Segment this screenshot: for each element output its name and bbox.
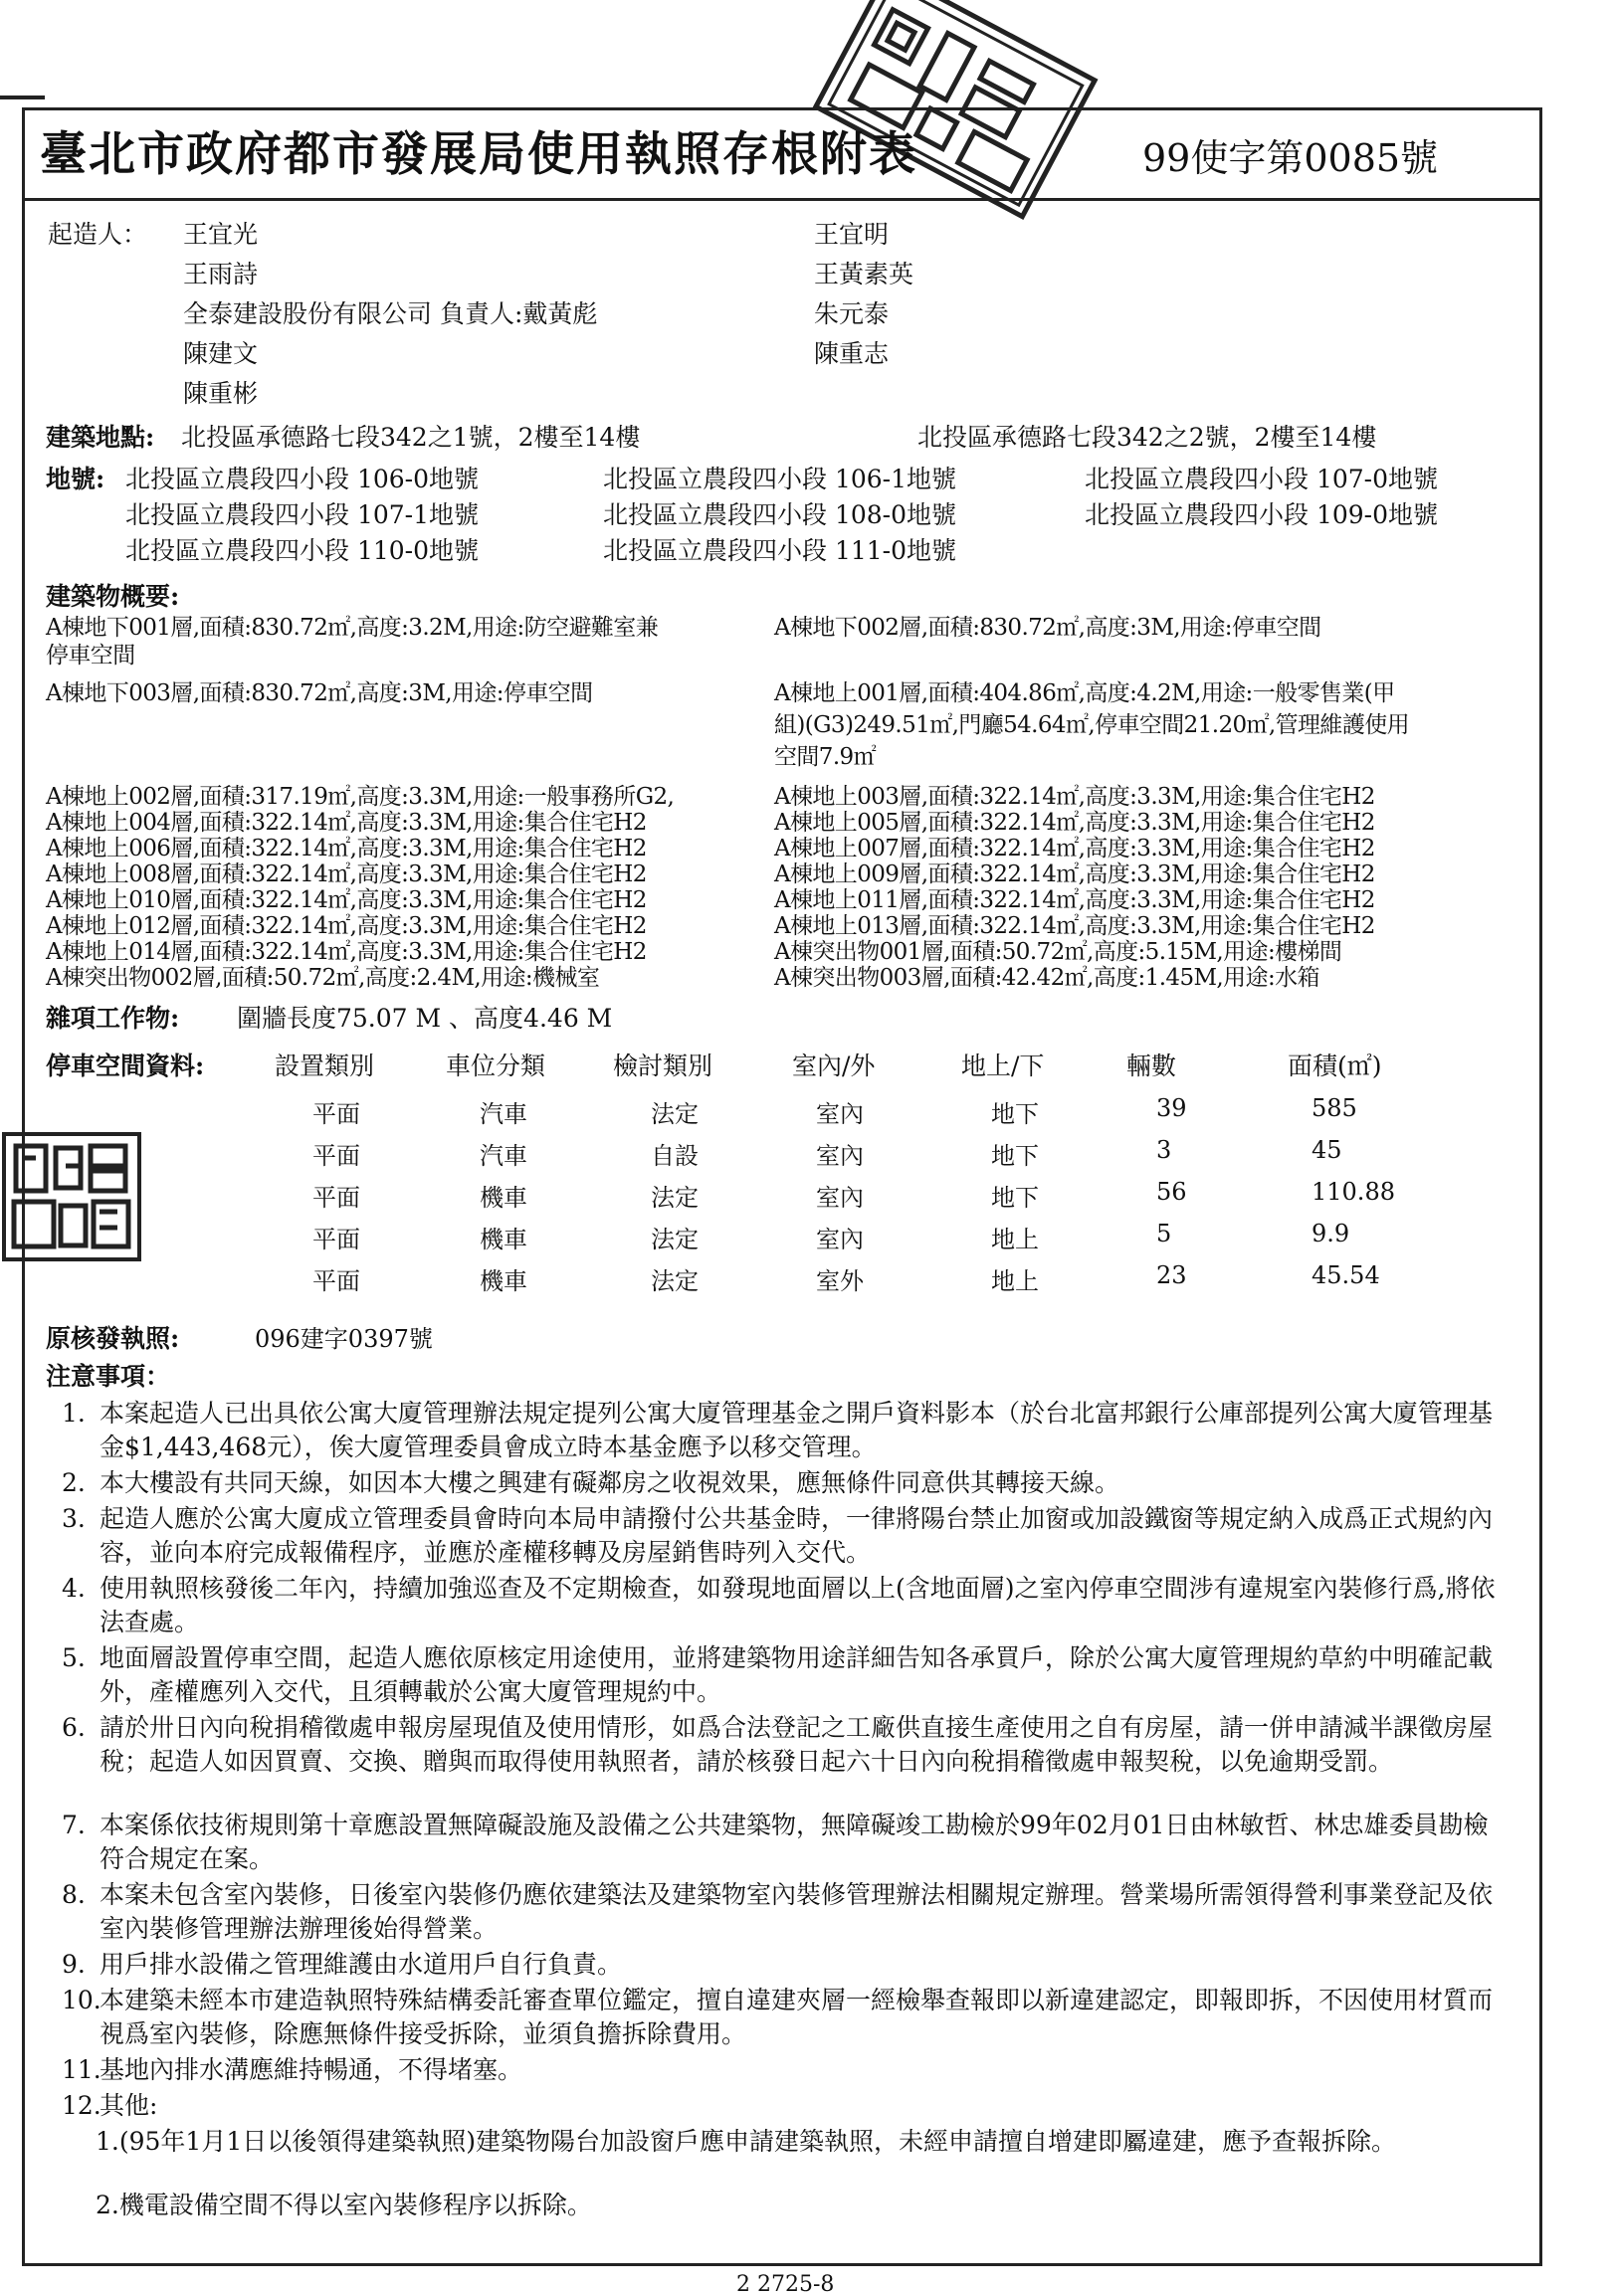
floor-row: A棟地上004層,面積:322.14㎡,高度:3.3M,用途:集合住宅H2 bbox=[46, 810, 647, 836]
floor-row: A棟突出物001層,面積:50.72㎡,高度:5.15M,用途:樓梯間 bbox=[774, 939, 1342, 965]
scan-mark bbox=[0, 96, 45, 99]
lot-number: 北投區立農段四小段 111-0地號 bbox=[603, 536, 957, 565]
parking-cell: 9.9 bbox=[1312, 1220, 1350, 1247]
note-number: 9. bbox=[62, 1950, 86, 1979]
parking-header: 地上/下 bbox=[961, 1052, 1045, 1080]
builder-name: 王宜明 bbox=[814, 220, 890, 249]
floor-row: A棟突出物003層,面積:42.42㎡,高度:1.45M,用途:水箱 bbox=[774, 965, 1319, 991]
builder-name: 朱元泰 bbox=[814, 299, 890, 328]
floor-row: A棟地下003層,面積:830.72㎡,高度:3M,用途:停車空間 bbox=[46, 680, 593, 706]
builder-name: 王宜光 bbox=[183, 220, 259, 249]
parking-label: 停車空間資料: bbox=[46, 1052, 205, 1080]
floor-row: A棟突出物002層,面積:50.72㎡,高度:2.4M,用途:機械室 bbox=[46, 965, 600, 991]
floor-row: A棟地上011層,面積:322.14㎡,高度:3.3M,用途:集合住宅H2 bbox=[774, 887, 1375, 913]
builder-name: 王黃素英 bbox=[814, 260, 914, 288]
floor-row: A棟地上012層,面積:322.14㎡,高度:3.3M,用途:集合住宅H2 bbox=[46, 913, 647, 939]
note-number: 11. bbox=[62, 2055, 101, 2084]
note-text: 使用執照核發後二年內，持續加強巡查及不定期檢查，如發現地面層以上(含地面層)之室內停車空間涉有違規室內裝修行爲,將依法查處。 bbox=[100, 1574, 1496, 1636]
lot-number: 北投區立農段四小段 106-1地號 bbox=[603, 465, 957, 493]
floor-row: A棟地上002層,面積:317.19㎡,高度:3.3M,用途:一般事務所G2, bbox=[46, 784, 675, 810]
parking-cell: 110.88 bbox=[1312, 1178, 1395, 1206]
seal-pattern-icon bbox=[6, 1136, 137, 1257]
site-address-1: 北投區承德路七段342之1號，2樓至14樓 bbox=[181, 423, 641, 452]
notes-label: 注意事項： bbox=[46, 1362, 171, 1391]
parking-cell: 3 bbox=[1156, 1136, 1172, 1164]
note-number: 8. bbox=[62, 1880, 86, 1909]
floor-row: A棟地下002層,面積:830.72㎡,高度:3M,用途:停車空間 bbox=[774, 615, 1321, 641]
original-permit-value: 096建字0397號 bbox=[255, 1325, 433, 1353]
note-number: 3. bbox=[62, 1504, 86, 1533]
parking-cell: 法定 bbox=[651, 1100, 699, 1128]
note-sub-item: 2.機電設備空間不得以室內裝修程序以拆除。 bbox=[96, 2191, 592, 2219]
note-number: 10. bbox=[62, 1986, 101, 2014]
parking-cell: 平面 bbox=[312, 1100, 360, 1128]
parking-cell: 地上 bbox=[991, 1226, 1039, 1253]
lot-number: 北投區立農段四小段 109-0地號 bbox=[1085, 500, 1439, 529]
builder-name: 陳重志 bbox=[814, 339, 890, 368]
parking-cell: 機車 bbox=[480, 1184, 527, 1212]
parking-cell: 室內 bbox=[816, 1226, 864, 1253]
lot-number: 北投區立農段四小段 110-0地號 bbox=[125, 536, 480, 565]
floor-row: A棟地上005層,面積:322.14㎡,高度:3.3M,用途:集合住宅H2 bbox=[774, 810, 1375, 836]
parking-cell: 585 bbox=[1312, 1094, 1357, 1122]
parking-cell: 機車 bbox=[480, 1267, 527, 1295]
note-number: 12. bbox=[62, 2091, 101, 2120]
site-label: 建築地點: bbox=[46, 423, 155, 452]
parking-cell: 地下 bbox=[991, 1184, 1039, 1212]
floor-row: 組)(G3)249.51㎡,門廳54.64㎡,停車空間21.20㎡,管理維護使用 bbox=[774, 712, 1410, 738]
floor-row: A棟地上008層,面積:322.14㎡,高度:3.3M,用途:集合住宅H2 bbox=[46, 861, 647, 887]
site-address-2: 北投區承德路七段342之2號，2樓至14樓 bbox=[917, 423, 1377, 452]
note-number: 7. bbox=[62, 1811, 86, 1839]
floor-row: A棟地下001層,面積:830.72㎡,高度:3.2M,用途:防空避難室兼 bbox=[46, 615, 659, 641]
note-text: 本案起造人已出具依公寓大廈管理辦法規定提列公寓大廈管理基金之開戶資料影本（於台北富邦銀行公庫部提列公寓大廈管理基金$1,443,468元），俟大廈管理委員會成立時本基金應予以移交管理。 bbox=[100, 1399, 1494, 1461]
parking-cell: 平面 bbox=[312, 1226, 360, 1253]
parking-cell: 汽車 bbox=[480, 1100, 527, 1128]
misc-value: 圍牆長度75.07 M 、高度4.46 M bbox=[237, 1004, 613, 1033]
note-text: 本案係依技術規則第十章應設置無障礙設施及設備之公共建築物，無障礙竣工勘檢於99年02月01日由林敏哲、林忠雄委員勘檢符合規定在案。 bbox=[100, 1811, 1489, 1873]
note-text: 用戶排水設備之管理維護由水道用戶自行負責。 bbox=[100, 1950, 623, 1979]
parking-cell: 地下 bbox=[991, 1100, 1039, 1128]
builder-name: 陳重彬 bbox=[183, 379, 259, 408]
builders-label: 起造人： bbox=[48, 220, 148, 249]
note-text: 本案未包含室內裝修，日後室內裝修仍應依建築法及建築物室內裝修管理辦法相關規定辦理。營業場所需領得營利事業登記及依室內裝修管理辦法辦理後始得營業。 bbox=[100, 1880, 1494, 1943]
parking-header: 面積(㎡) bbox=[1288, 1052, 1382, 1080]
floor-row: A棟地上013層,面積:322.14㎡,高度:3.3M,用途:集合住宅H2 bbox=[774, 913, 1375, 939]
note-text: 其他: bbox=[100, 2091, 158, 2120]
permit-number: 99使字第0085號 bbox=[1142, 136, 1439, 180]
floor-row: A棟地上009層,面積:322.14㎡,高度:3.3M,用途:集合住宅H2 bbox=[774, 861, 1375, 887]
lots-label: 地號: bbox=[46, 465, 105, 493]
note-number: 1. bbox=[62, 1399, 86, 1428]
parking-header: 室內/外 bbox=[792, 1052, 876, 1080]
note-text: 基地內排水溝應維持暢通，不得堵塞。 bbox=[100, 2055, 523, 2084]
side-seal-stamp bbox=[2, 1132, 141, 1261]
overview-label: 建築物概要: bbox=[46, 582, 180, 611]
parking-header: 車位分類 bbox=[446, 1052, 546, 1080]
note-number: 2. bbox=[62, 1468, 86, 1497]
lot-number: 北投區立農段四小段 106-0地號 bbox=[125, 465, 480, 493]
floor-row: A棟地上007層,面積:322.14㎡,高度:3.3M,用途:集合住宅H2 bbox=[774, 836, 1375, 861]
note-sub-item: 1.(95年1月1日以後領得建築執照)建築物陽台加設窗戶應申請建築執照，未經申請擅自增建即屬違建，應予查報拆除。 bbox=[96, 2127, 1396, 2156]
parking-cell: 56 bbox=[1156, 1178, 1187, 1206]
lot-number: 北投區立農段四小段 108-0地號 bbox=[603, 500, 957, 529]
note-text: 本大樓設有共同天線，如因本大樓之興建有礙鄰房之收視效果，應無條件同意供其轉接天線。 bbox=[100, 1468, 1120, 1497]
lot-number: 北投區立農段四小段 107-1地號 bbox=[125, 500, 480, 529]
footer-mark: 2 2725-8 bbox=[736, 2272, 835, 2296]
parking-cell: 室內 bbox=[816, 1142, 864, 1170]
builder-name: 王雨詩 bbox=[183, 260, 259, 288]
builder-name: 陳建文 bbox=[183, 339, 259, 368]
lot-number: 北投區立農段四小段 107-0地號 bbox=[1085, 465, 1439, 493]
note-number: 5. bbox=[62, 1643, 86, 1672]
misc-label: 雜項工作物: bbox=[46, 1004, 180, 1033]
parking-cell: 自設 bbox=[651, 1142, 699, 1170]
note-number: 6. bbox=[62, 1713, 86, 1742]
note-text: 本建築未經本市建造執照特殊結構委託審查單位鑑定，擅自違建夾層一經檢舉查報即以新違建認定，即報即拆，不因使用材質而視爲室內裝修，除應無條件接受拆除，並須負擔拆除費用。 bbox=[100, 1986, 1494, 2048]
parking-cell: 室內 bbox=[816, 1100, 864, 1128]
parking-header: 設置類別 bbox=[275, 1052, 375, 1080]
parking-header: 檢討類別 bbox=[613, 1052, 713, 1080]
floor-row: 停車空間 bbox=[46, 643, 135, 669]
note-text: 起造人應於公寓大廈成立管理委員會時向本局申請撥付公共基金時，一律將陽台禁止加窗或加設鐵窗等規定納入成爲正式規約內容，並向本府完成報備程序，並應於產權移轉及房屋銷售時列入交代。 bbox=[100, 1504, 1494, 1567]
note-text: 請於卅日內向稅捐稽徵處申報房屋現值及使用情形，如爲合法登記之工廠供直接生產使用之自有房屋，請一併申請減半課徵房屋稅；起造人如因買賣、交換、贈與而取得使用執照者，請於核發日起六十日內向稅捐稽徵處申報契稅，以免逾期受罰。 bbox=[100, 1713, 1494, 1776]
parking-cell: 平面 bbox=[312, 1267, 360, 1295]
parking-cell: 室外 bbox=[816, 1267, 864, 1295]
parking-cell: 39 bbox=[1156, 1094, 1187, 1122]
parking-cell: 45.54 bbox=[1312, 1261, 1380, 1289]
page-title: 臺北市政府都市發展局使用執照存根附表 bbox=[40, 127, 917, 182]
floor-row: A棟地上001層,面積:404.86㎡,高度:4.2M,用途:一般零售業(甲 bbox=[774, 680, 1395, 706]
floor-row: A棟地上003層,面積:322.14㎡,高度:3.3M,用途:集合住宅H2 bbox=[774, 784, 1375, 810]
parking-cell: 法定 bbox=[651, 1267, 699, 1295]
parking-header: 輛數 bbox=[1126, 1052, 1177, 1080]
floor-row: A棟地上010層,面積:322.14㎡,高度:3.3M,用途:集合住宅H2 bbox=[46, 887, 647, 913]
note-text: 地面層設置停車空間，起造人應依原核定用途使用，並將建築物用途詳細告知各承買戶，除於公寓大廈管理規約草約中明確記載外，產權應列入交代，且須轉載於公寓大廈管理規約中。 bbox=[100, 1643, 1494, 1706]
parking-cell: 機車 bbox=[480, 1226, 527, 1253]
parking-cell: 5 bbox=[1156, 1220, 1172, 1247]
original-permit-label: 原核發執照: bbox=[46, 1324, 180, 1353]
floor-row: A棟地上006層,面積:322.14㎡,高度:3.3M,用途:集合住宅H2 bbox=[46, 836, 647, 861]
parking-cell: 地上 bbox=[991, 1267, 1039, 1295]
floor-row: A棟地上014層,面積:322.14㎡,高度:3.3M,用途:集合住宅H2 bbox=[46, 939, 647, 965]
parking-cell: 地下 bbox=[991, 1142, 1039, 1170]
parking-cell: 法定 bbox=[651, 1226, 699, 1253]
builder-name: 全泰建設股份有限公司 負責人:戴黃彪 bbox=[183, 299, 598, 328]
parking-cell: 室內 bbox=[816, 1184, 864, 1212]
parking-cell: 法定 bbox=[651, 1184, 699, 1212]
parking-cell: 23 bbox=[1156, 1261, 1187, 1289]
parking-cell: 平面 bbox=[312, 1142, 360, 1170]
parking-cell: 平面 bbox=[312, 1184, 360, 1212]
floor-row: 空間7.9㎡ bbox=[774, 744, 876, 770]
note-number: 4. bbox=[62, 1574, 86, 1603]
parking-cell: 45 bbox=[1312, 1136, 1342, 1164]
parking-cell: 汽車 bbox=[480, 1142, 527, 1170]
